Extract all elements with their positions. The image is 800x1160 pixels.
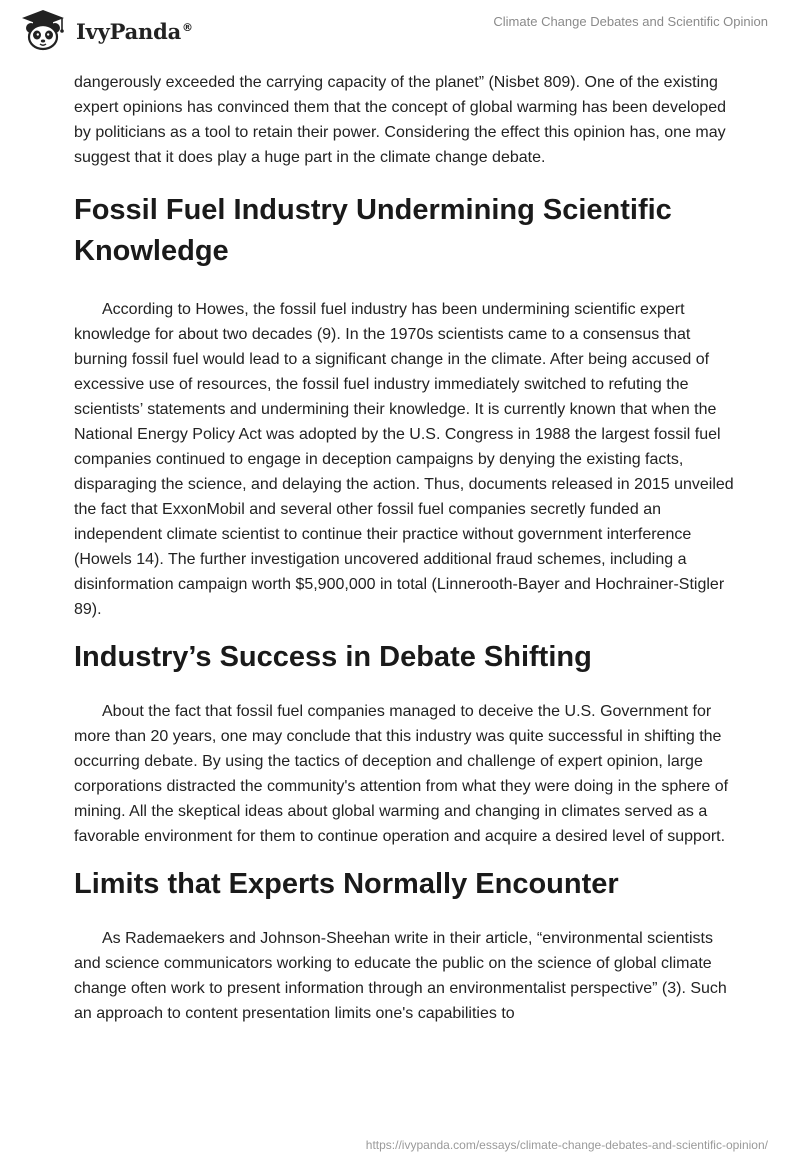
paragraph-industry-success: About the fact that fossil fuel companies managed to deceive the U.S. Government for more than 20 years, one may conclude that this industry was quite successful in shifting the occurring debate. By using the tactics of deception and challenge of expert opinion, large corporations distracted the community's attention from what they were doing in the sphere of mining. All the skeptical ideas about global warming and changing in climates served as a favorable environment for them to continue operation and acquire a desired level of support. xyxy=(74,703,729,845)
footer-url-link[interactable]: https://ivypanda.com/essays/climate-change-debates-and-scientific-opinion/ xyxy=(365,1138,768,1152)
heading-industry-success: Industry’s Success in Debate Shifting xyxy=(74,641,592,673)
ivypanda-logo[interactable] xyxy=(14,8,193,52)
logo-wordmark: IvyPanda® xyxy=(76,18,193,44)
heading-fossil-fuel-industry: Fossil Fuel Industry Undermining Scientific Knowledge xyxy=(74,194,672,267)
article-body xyxy=(74,70,734,1026)
panda-graduate-icon xyxy=(14,8,72,52)
heading-expert-limits: Limits that Experts Normally Encounter xyxy=(74,868,619,900)
intro-paragraph: dangerously exceeded the carrying capacity of the planet” (Nisbet 809). One of the existing expert opinions has convinced them that the concept of global warming has been developed by politicians as a tool to retain their power. Considering the effect this opinion has, one may suggest that it does play a huge part in the climate change debate. xyxy=(74,74,726,166)
document-title: Climate Change Debates and Scientific Opinion xyxy=(493,14,768,29)
paragraph-expert-limits: As Rademaekers and Johnson-Sheehan write in their article, “environmental scientists and science communicators working to educate the public on the science of global climate change often work to present information through an environmentalist perspective” (3). Such an approach to content presentation limits one's capabilities to xyxy=(74,930,727,1022)
page-header xyxy=(0,0,800,60)
paragraph-fossil-fuel-industry: According to Howes, the fossil fuel industry has been undermining scientific expert knowledge for about two decades (9). In the 1970s scientists came to a consensus that burning fossil fuel would lead to a significant change in the climate. After being accused of excessive use of resources, the fossil fuel industry immediately switched to refuting the scientists’ statements and undermining their knowledge. It is currently known that when the National Energy Policy Act was adopted by the U.S. Congress in 1988 the largest fossil fuel companies continued to engage in deception campaigns by denying the existing facts, disparaging the science, and delaying the action. Thus, documents released in 2015 unveiled the fact that ExxonMobil and several other fossil fuel companies secretly funded an independent climate scientist to continue their practice without government interference (Howels 14). The further investigation uncovered additional fraud schemes, including a disinformation campaign worth $5,900,000 in total (Linnerooth-Bayer and Hochrainer-Stigler 89). xyxy=(74,301,734,618)
